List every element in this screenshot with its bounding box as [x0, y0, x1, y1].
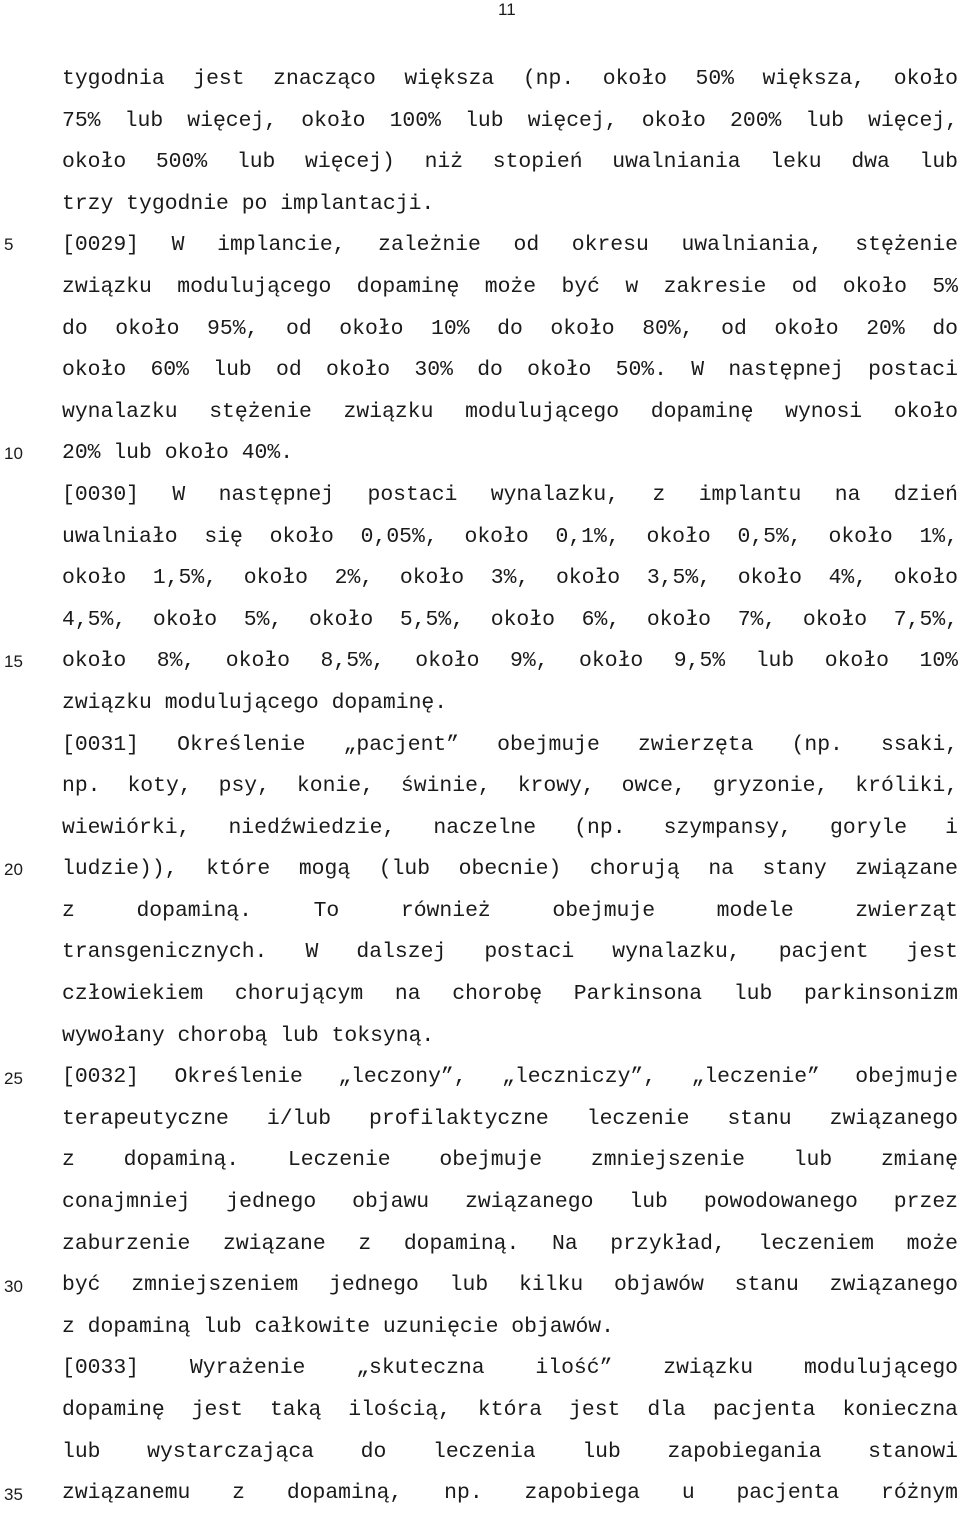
text-line: być zmniejszeniem jednego lub kilku objawów stanu związanego: [62, 1273, 958, 1298]
text-line: związanemu z dopaminą, np. zapobiega u pacjenta różnym: [62, 1481, 958, 1506]
paragraph-0030-start: [0030] W następnej postaci wynalazku, z implantu na dzień: [62, 482, 958, 507]
line-number-25: 25: [4, 1069, 23, 1088]
text-line: wynalazku stężenie związku modulującego dopaminę wynosi około: [62, 399, 958, 424]
text-line: około 60% lub od około 30% do około 50%. W następnej postaci: [62, 358, 958, 383]
text-line: do około 95%, od około 10% do około 80%, od około 20% do: [62, 316, 958, 341]
text-line: 20% lub około 40%.: [62, 441, 294, 466]
line-number-30: 30: [4, 1277, 23, 1296]
text-line: terapeutyczne i/lub profilaktyczne leczenie stanu związanego: [62, 1106, 958, 1131]
text-line: wywołany chorobą lub toksyną.: [62, 1023, 435, 1048]
paragraph-0031-start: [0031] Określenie „pacjent” obejmuje zwierzęta (np. ssaki,: [62, 732, 958, 757]
text-line: związku modulującego dopaminę.: [62, 690, 448, 715]
paragraph-0033-start: [0033] Wyrażenie „skuteczna ilość” związku modulującego: [62, 1356, 958, 1381]
text-line: trzy tygodnie po implantacji.: [62, 191, 435, 216]
page-number: 11: [498, 0, 516, 19]
text-line: uwalniało się około 0,05%, około 0,1%, około 0,5%, około 1%,: [62, 524, 958, 549]
text-line: 75% lub więcej, około 100% lub więcej, około 200% lub więcej,: [62, 108, 958, 133]
document-body: [62, 59, 958, 1515]
text-line: 4,5%, około 5%, około 5,5%, około 6%, około 7%, około 7,5%,: [62, 607, 958, 632]
text-line: dopaminę jest taką ilością, która jest dla pacjenta konieczna: [62, 1398, 958, 1422]
text-line: około 1,5%, około 2%, około 3%, około 3,5%, około 4%, około: [62, 566, 958, 591]
text-line: około 500% lub więcej) niż stopień uwalniania leku dwa lub: [62, 150, 958, 175]
text-line: związku modulującego dopaminę może być w zakresie od około 5%: [62, 274, 958, 299]
text-line: z dopaminą. Leczenie obejmuje zmniejszenie lub zmianę: [62, 1148, 958, 1173]
text-line: z dopaminą lub całkowite uzunięcie objawów.: [62, 1314, 614, 1339]
line-number-5: 5: [4, 235, 14, 254]
text-line: lub wystarczająca do leczenia lub zapobiegania stanowi: [62, 1439, 958, 1464]
line-number-10: 10: [4, 444, 23, 463]
text-line: około 8%, około 8,5%, około 9%, około 9,5% lub około 10%: [62, 649, 958, 674]
text-line: z dopaminą. To również obejmuje modele zwierząt: [62, 898, 958, 923]
text-line: np. koty, psy, konie, świnie, krowy, owce, gryzonie, króliki,: [62, 774, 958, 799]
line-number-35: 35: [4, 1485, 23, 1504]
text-line: zaburzenie związane z dopaminą. Na przykład, leczeniem może: [62, 1231, 958, 1256]
text-line: transgenicznych. W dalszej postaci wynalazku, pacjent jest: [62, 940, 958, 965]
text-line: wiewiórki, niedźwiedzie, naczelne (np. szympansy, goryle i: [62, 815, 958, 840]
text-line: conajmniej jednego objawu związanego lub powodowanego przez: [62, 1190, 958, 1215]
text-line: człowiekiem chorującym na chorobę Parkinsona lub parkinsonizm: [62, 982, 958, 1007]
line-number-20: 20: [4, 860, 23, 879]
text-line: ludzie)), które mogą (lub obecnie) chorują na stany związane: [62, 857, 958, 882]
line-number-15: 15: [4, 652, 23, 671]
text-line: tygodnia jest znacząco większa (np. około 50% większa, około: [62, 67, 958, 91]
paragraph-0029-start: [0029] W implancie, zależnie od okresu uwalniania, stężenie: [62, 233, 958, 258]
paragraph-0032-start: [0032] Określenie „leczony”, „leczniczy”, „leczenie” obejmuje: [62, 1065, 958, 1090]
